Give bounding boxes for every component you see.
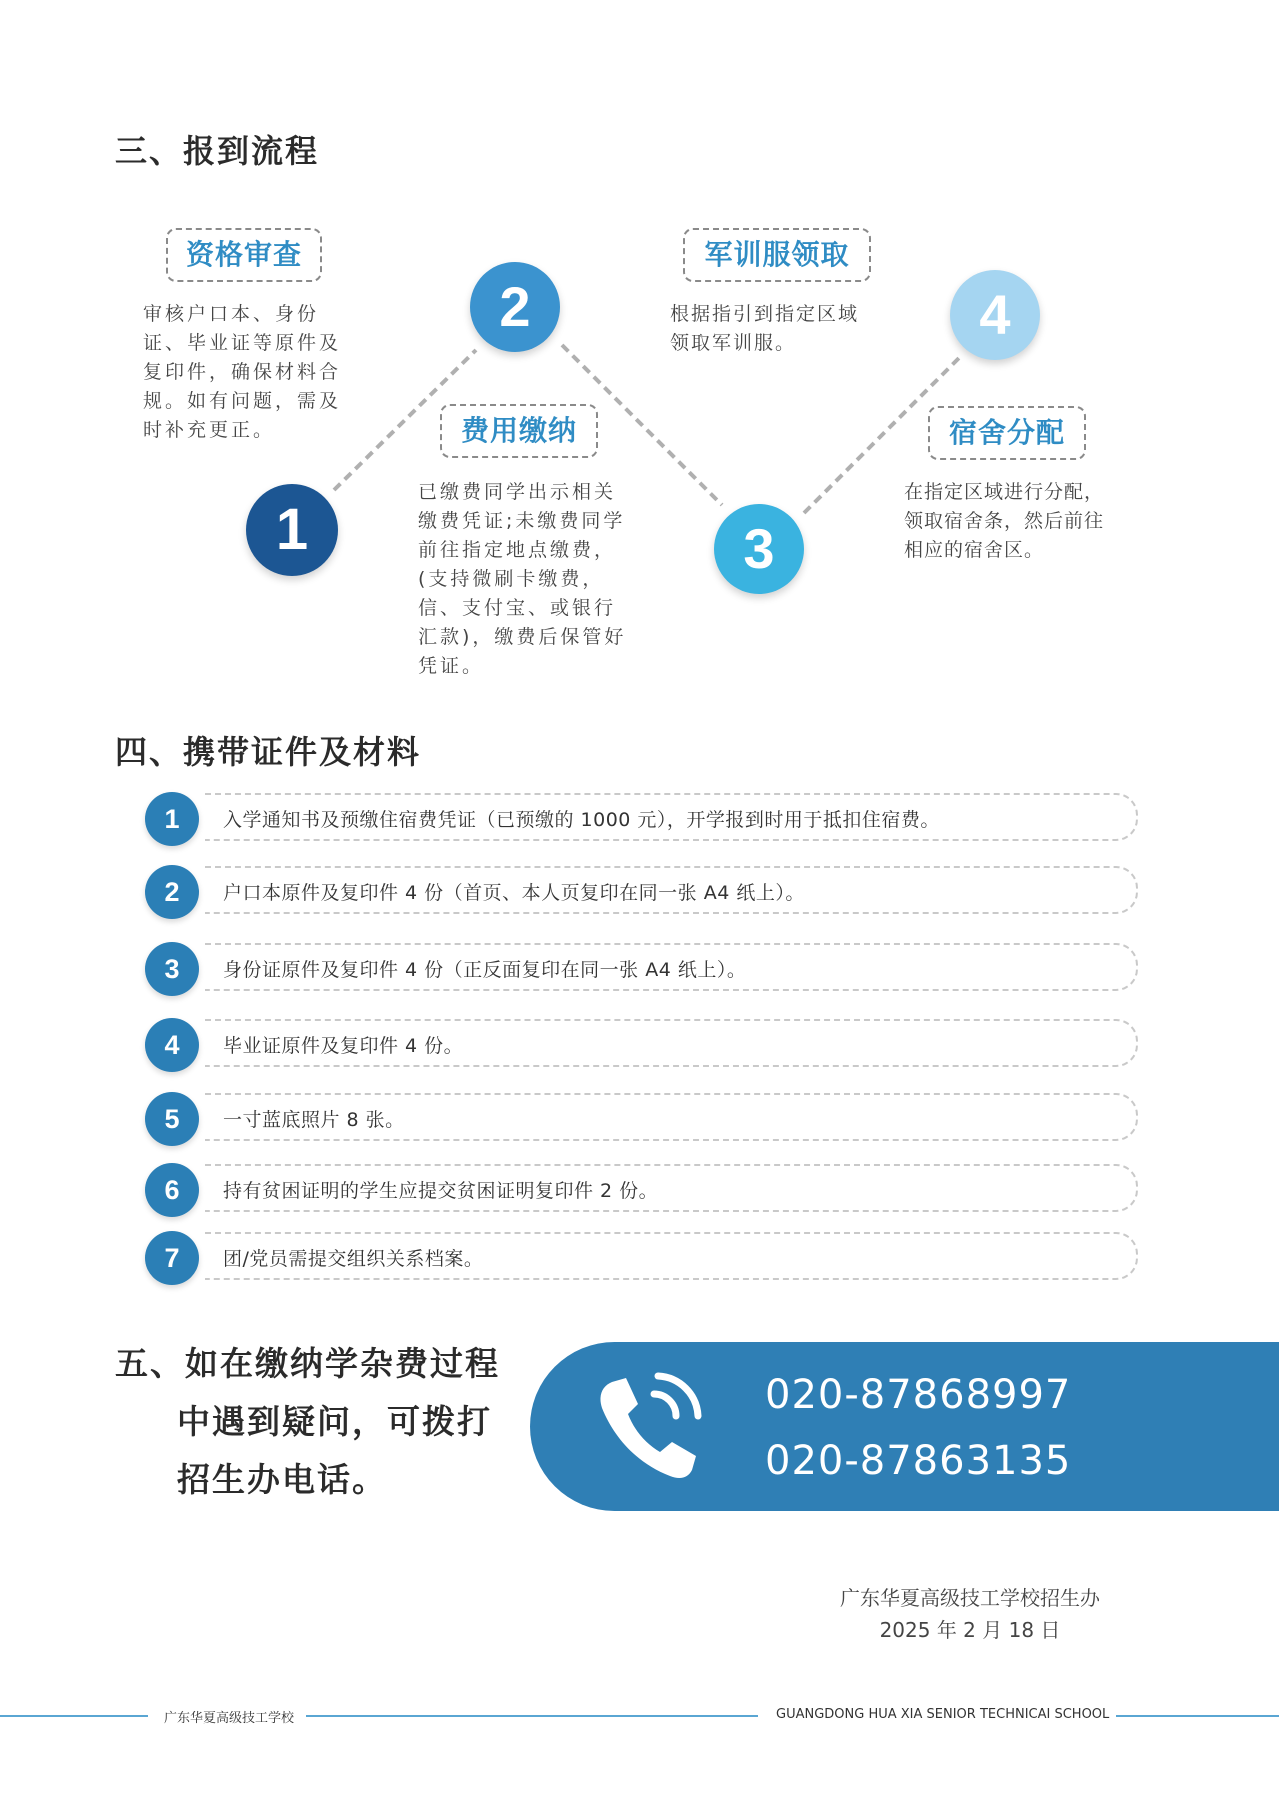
step-1-description: 审核户口本、身份 证、毕业证等原件及 复印件，确保材料合 规。如有问题，需及 时补充更正。	[143, 303, 342, 441]
item-text: 身份证原件及复印件 4 份（正反面复印在同一张 A4 纸上）。	[223, 959, 747, 981]
section-5-line-3: 招生办电话。	[177, 1460, 387, 1499]
item-number-badge: 1	[145, 792, 199, 846]
section-5-line-2: 中遇到疑问，可拨打	[177, 1402, 492, 1441]
footer-school-name-cn: 广东华夏高级技工学校	[164, 1711, 295, 1726]
item-text: 入学通知书及预缴住宿费凭证（已预缴的 1000 元），开学报到时用于抵扣住宿费。	[223, 809, 940, 831]
item-number-badge: 6	[145, 1163, 199, 1217]
item-text: 户口本原件及复印件 4 份（首页、本人页复印在同一张 A4 纸上）。	[223, 882, 805, 904]
item-number-badge: 4	[145, 1018, 199, 1072]
list-item	[145, 941, 1142, 997]
footer-divider-right	[1116, 1715, 1279, 1717]
item-text: 持有贫困证明的学生应提交贫困证明复印件 2 份。	[223, 1180, 659, 1202]
item-text: 一寸蓝底照片 8 张。	[223, 1109, 405, 1131]
step-3-description: 根据指引到指定区域 领取军训服。	[670, 303, 860, 354]
step-1-circle: 1	[246, 484, 338, 576]
step-2-label: 费用缴纳	[440, 404, 598, 458]
item-number-badge: 2	[145, 865, 199, 919]
phone-icon	[592, 1372, 708, 1484]
signature-org: 广东华夏高级技工学校招生办	[840, 1586, 1100, 1610]
item-text: 团/党员需提交组织关系档案。	[223, 1248, 484, 1270]
item-number-badge: 3	[145, 942, 199, 996]
phone-number-1[interactable]: 020-87868997	[765, 1372, 1072, 1418]
list-item	[145, 1091, 1142, 1147]
step-2-description: 已缴费同学出示相关 缴费凭证;未缴费同学 前往指定地点缴费， (支持微刷卡缴费， 信、支付宝、或银行 汇款)，缴费后保管好 凭证。	[418, 481, 627, 677]
step-1-label: 资格审查	[166, 228, 322, 282]
footer-school-name-en: GUANGDONG HUA XIA SENIOR TECHNICAI SCHOOL	[776, 1707, 1110, 1722]
step-2-circle: 2	[470, 262, 560, 352]
signature-date: 2025 年 2 月 18 日	[879, 1618, 1061, 1642]
footer-divider-middle	[306, 1715, 758, 1717]
section-3-title: 三、报到流程	[115, 132, 320, 170]
step-4-label: 宿舍分配	[928, 406, 1086, 460]
list-item	[145, 864, 1142, 920]
item-text: 毕业证原件及复印件 4 份。	[223, 1035, 464, 1057]
list-item	[145, 1017, 1142, 1073]
section-5-line-1: 五、如在缴纳学杂费过程	[115, 1344, 500, 1383]
step-4-description: 在指定区域进行分配， 领取宿舍条，然后前往 相应的宿舍区。	[904, 481, 1105, 561]
step-3-circle: 3	[714, 504, 804, 594]
phone-number-2[interactable]: 020-87863135	[765, 1438, 1072, 1484]
section-4-title: 四、携带证件及材料	[115, 733, 422, 771]
list-item	[145, 1230, 1142, 1286]
list-item	[145, 791, 1142, 847]
step-4-circle: 4	[950, 270, 1040, 360]
step-3-label: 军训服领取	[683, 228, 871, 282]
footer-divider-left	[0, 1715, 148, 1717]
item-number-badge: 5	[145, 1092, 199, 1146]
item-number-badge: 7	[145, 1231, 199, 1285]
list-item	[145, 1162, 1142, 1218]
